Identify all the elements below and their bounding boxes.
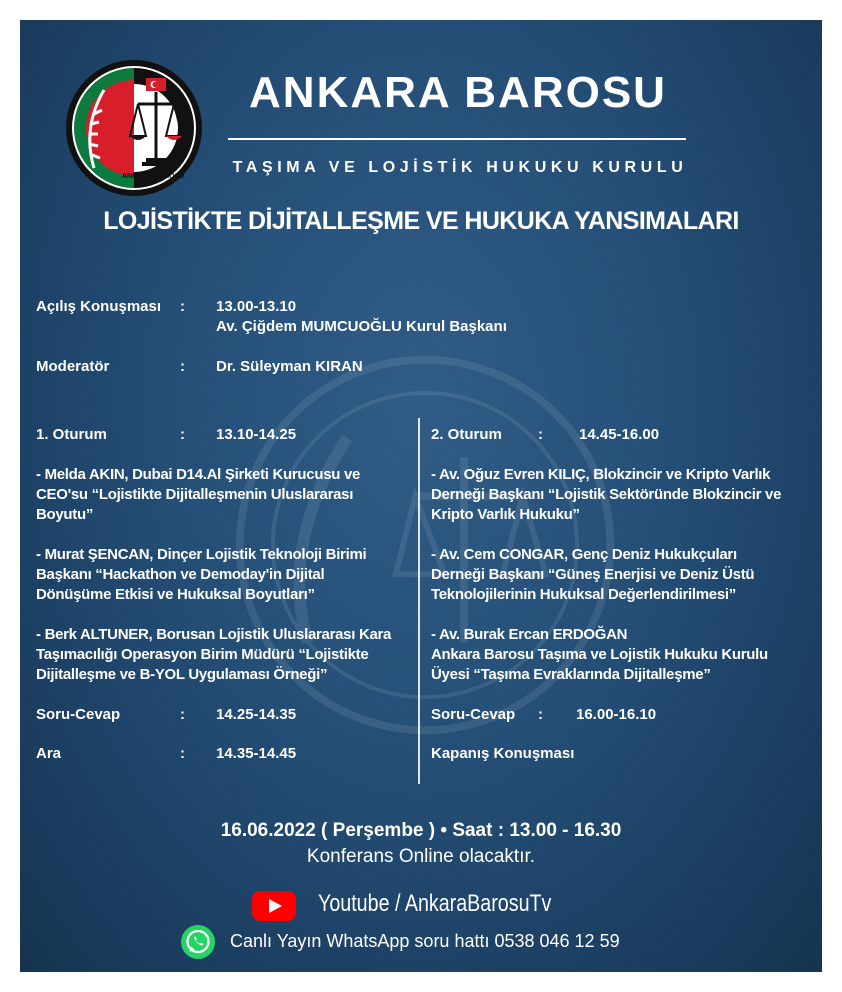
column-divider: [418, 418, 420, 784]
talk-line: Ankara Barosu Taşıma ve Lojistik Hukuku Kurulu: [431, 646, 768, 663]
talk-line: - Melda AKIN, Dubai D14.Al Şirketi Kurucusu ve: [36, 466, 361, 483]
title-divider: [228, 138, 686, 140]
talk-line: Teknolojilerinin Hukuksal Değerlendirilmesi”: [431, 586, 736, 603]
talk-line: Dijitalleşme ve B-YOL Uygulaması Örneği”: [36, 666, 328, 683]
break-time: 14.35-14.45: [216, 745, 297, 762]
session1-talk-1: [36, 465, 360, 525]
talk-line: Başkanı “Hackathon ve Demoday'in Dijital: [36, 566, 325, 583]
session2-talk-3: [431, 625, 768, 685]
youtube-channel-link[interactable]: Youtube / AnkaraBarosuTv: [318, 890, 552, 917]
session2-time: 14.45-16.00: [579, 426, 660, 443]
poster: [20, 20, 822, 972]
session1-time: 13.10-14.25: [216, 426, 297, 443]
session2-qa-time: 16.00-16.10: [576, 706, 657, 723]
session1-separator: :: [180, 426, 185, 443]
session2-talk-1: [431, 465, 781, 525]
talk-line: Derneği Başkanı “Güneş Enerjisi ve Deniz Üstü: [431, 566, 755, 583]
event-date: 16.06.2022 ( Perşembe ) • Saat : 13.00 - 16.30: [220, 820, 622, 841]
talk-line: Taşımacılığı Operasyon Birim Müdürü “Lojistikte: [36, 646, 369, 663]
break-label: Ara: [36, 745, 62, 762]
session2-qa-label: Soru-Cevap: [431, 706, 516, 723]
talk-line: CEO'su “Lojistikte Dijitalleşmenin Uluslararası: [36, 486, 354, 503]
ankara-barosu-logo-icon: [64, 58, 204, 198]
online-note: Konferans Online olacaktır.: [306, 846, 536, 867]
whatsapp-icon[interactable]: [180, 924, 216, 960]
session1-qa-label: Soru-Cevap: [36, 706, 121, 723]
moderator-label: Moderatör: [36, 358, 110, 375]
session1-label: 1. Oturum: [36, 426, 107, 443]
opening-label: Açılış Konuşması: [36, 298, 162, 315]
talk-line: Boyutu”: [36, 506, 94, 523]
session1-qa-separator: :: [180, 706, 185, 723]
session2-qa-separator: :: [538, 706, 543, 723]
moderator-separator: :: [180, 358, 185, 375]
session1-talk-2: [36, 545, 366, 605]
break-separator: :: [180, 745, 185, 762]
opening-time: 13.00-13.10: [216, 298, 297, 315]
youtube-icon[interactable]: [252, 891, 296, 921]
talk-line: Üyesi “Taşıma Evraklarında Dijitalleşme”: [431, 666, 711, 683]
session2-label: 2. Oturum: [431, 426, 502, 443]
talk-line: - Berk ALTUNER, Borusan Lojistik Uluslararası Kara: [36, 626, 392, 643]
session1-talk-3: [36, 625, 391, 685]
committee-subtitle: TAŞIMA VE LOJİSTİK HUKUKU KURULU: [232, 159, 688, 176]
moderator-name: Dr. Süleyman KIRAN: [216, 358, 363, 375]
organization-title: ANKARA BAROSU: [249, 68, 667, 117]
opening-separator: :: [180, 298, 185, 315]
talk-line: - Murat ŞENCAN, Dinçer Lojistik Teknoloji Birimi: [36, 546, 367, 563]
talk-line: Kripto Varlık Hukuku”: [431, 506, 580, 523]
session1-qa-time: 14.25-14.35: [216, 706, 297, 723]
session2-talk-2: [431, 545, 754, 605]
talk-line: - Av. Burak Ercan ERDOĞAN: [431, 626, 628, 643]
talk-line: Derneği Başkanı “Lojistik Sektöründe Blokzincir ve: [431, 486, 782, 503]
session2-separator: :: [538, 426, 543, 443]
event-title: LOJİSTİKTE DİJİTALLEŞME VE HUKUKA YANSIMALARI: [103, 207, 739, 235]
opening-speaker: Av. Çiğdem MUMCUOĞLU Kurul Başkanı: [216, 318, 507, 335]
whatsapp-line[interactable]: Canlı Yayın WhatsApp soru hattı 0538 046 12 59: [230, 931, 620, 951]
closing-label: Kapanış Konuşması: [431, 745, 575, 762]
logo-text: ANKARA BAROSU: [122, 173, 185, 180]
talk-line: - Av. Cem CONGAR, Genç Deniz Hukukçuları: [431, 546, 737, 563]
talk-line: Dönüşüme Etkisi ve Hukuksal Boyutları”: [36, 586, 315, 603]
talk-line: - Av. Oğuz Evren KILIÇ, Blokzincir ve Kripto Varlık: [431, 466, 771, 483]
